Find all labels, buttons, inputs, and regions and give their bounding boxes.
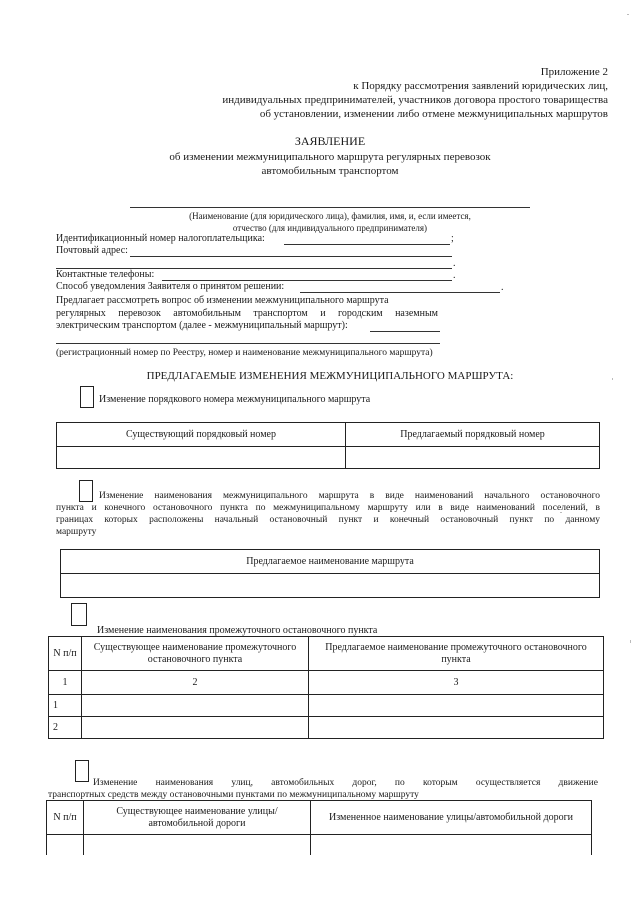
notify-end: . <box>501 282 504 293</box>
header-line-1: к Порядку рассмотрения заявлений юридических лиц, <box>353 80 608 92</box>
section4-table <box>46 800 592 855</box>
inn-field[interactable] <box>284 244 450 245</box>
section3-label: Изменение наименования промежуточного остановочного пункта <box>97 625 378 636</box>
section4-text-1: Изменение наименования улиц, автомобильных дорог, по которым осуществляется движение <box>93 778 598 788</box>
section1-table <box>56 422 600 469</box>
section1-label: Изменение порядкового номера межмуниципального маршрута <box>99 394 371 405</box>
document-title: ЗАЯВЛЕНИЕ <box>294 134 366 148</box>
section3-col-existing: Существующее наименование промежуточного остановочного пункта <box>82 637 309 671</box>
section4-col-existing: Существующее наименование улицы/автомобильной дороги <box>84 801 311 835</box>
address-field[interactable] <box>130 256 452 257</box>
phones-end: . <box>453 270 456 281</box>
section3-index-2: 2 <box>82 671 309 695</box>
section1-cell-existing[interactable] <box>57 447 346 469</box>
section4-col-number: N п/п <box>47 801 84 835</box>
route-field-2[interactable] <box>56 343 440 344</box>
section3-row-1-existing[interactable] <box>82 695 309 717</box>
proposal-line-1: Предлагает рассмотреть вопрос об изменении межмуниципального маршрута <box>56 295 389 306</box>
proposal-line-3: электрическим транспортом (далее - межмуниципальный маршрут): <box>56 320 348 331</box>
section4-checkbox[interactable] <box>75 760 89 782</box>
header-line-3: об установлении, изменении либо отмене межмуниципальных маршрутов <box>259 108 608 120</box>
section3-col-number: N п/п <box>49 637 82 671</box>
proposal-line-2: регулярных перевозок автомобильным транспортом и городским наземным <box>56 308 438 319</box>
notify-field[interactable] <box>300 292 500 293</box>
section2-text-1: Изменение наименования межмуниципального маршрута в виде наименований начального остановочного <box>99 491 600 501</box>
section2-text-3: границах которых расположены начальный остановочный пункт и конечный остановочный пункт по данному <box>56 515 600 525</box>
inn-end: ; <box>451 233 454 244</box>
section2-col-proposed: Предлагаемое наименование маршрута <box>61 550 600 574</box>
section1-cell-proposed[interactable] <box>346 447 600 469</box>
scan-speck <box>627 14 629 15</box>
applicant-caption-1: (Наименование (для юридического лица), фамилия, имя, и, если имеется, <box>189 211 471 221</box>
phones-label: Контактные телефоны: <box>56 269 155 280</box>
inn-label: Идентификационный номер налогоплательщика: <box>56 233 265 244</box>
section2-cell-proposed[interactable] <box>61 574 600 598</box>
section1-checkbox[interactable] <box>80 386 94 408</box>
route-field[interactable] <box>370 331 440 332</box>
section3-row-1-number: 1 <box>49 695 82 717</box>
section4-row-1-proposed[interactable] <box>311 835 592 855</box>
document-subtitle-2: автомобильным транспортом <box>261 165 399 177</box>
section1-col-existing: Существующий порядковый номер <box>57 423 346 447</box>
registration-caption: (регистрационный номер по Реестру, номер и наименование межмуниципального маршрута) <box>56 348 433 358</box>
section3-row-1-proposed[interactable] <box>309 695 604 717</box>
applicant-name-field[interactable] <box>130 207 530 208</box>
changes-heading: ПРЕДЛАГАЕМЫЕ ИЗМЕНЕНИЯ МЕЖМУНИЦИПАЛЬНОГО МАРШРУТА: <box>146 370 514 382</box>
notify-label: Способ уведомления Заявителя о принятом решении: <box>56 281 285 292</box>
section4-row-1-existing[interactable] <box>84 835 311 855</box>
section3-table <box>48 636 604 739</box>
section2-text-2: пункта и конечного остановочного пункта по межмуниципальному маршруту или в виде наименований поселений, в <box>56 503 600 513</box>
section3-index-3: 3 <box>309 671 604 695</box>
address-label: Почтовый адрес: <box>56 245 128 256</box>
section3-row-2-number: 2 <box>49 717 82 739</box>
section3-index-1: 1 <box>49 671 82 695</box>
appendix-number: Приложение 2 <box>540 66 608 78</box>
section2-text-4: маршруту <box>56 527 97 537</box>
section3-checkbox[interactable] <box>71 603 87 626</box>
section4-row-1-number[interactable] <box>47 835 84 855</box>
section2-table <box>60 549 600 598</box>
section4-text-2: транспортных средств между остановочными пунктами по межмуниципальному маршруту <box>48 790 419 800</box>
section2-checkbox[interactable] <box>79 480 93 502</box>
section3-col-proposed: Предлагаемое наименование промежуточного остановочного пункта <box>309 637 604 671</box>
section3-row-2-existing[interactable] <box>82 717 309 739</box>
section4-col-proposed: Измененное наименование улицы/автомобильной дороги <box>311 801 592 835</box>
header-line-2: индивидуальных предпринимателей, участников договора простого товарищества <box>222 94 608 106</box>
section3-row-2-proposed[interactable] <box>309 717 604 739</box>
address-end: . <box>453 258 456 269</box>
applicant-caption-2: отчество (для индивидуального предпринимателя) <box>232 223 428 233</box>
document-subtitle-1: об изменении межмуниципального маршрута регулярных перевозок <box>169 151 491 163</box>
scan-speck <box>630 640 631 643</box>
section1-col-proposed: Предлагаемый порядковый номер <box>346 423 600 447</box>
